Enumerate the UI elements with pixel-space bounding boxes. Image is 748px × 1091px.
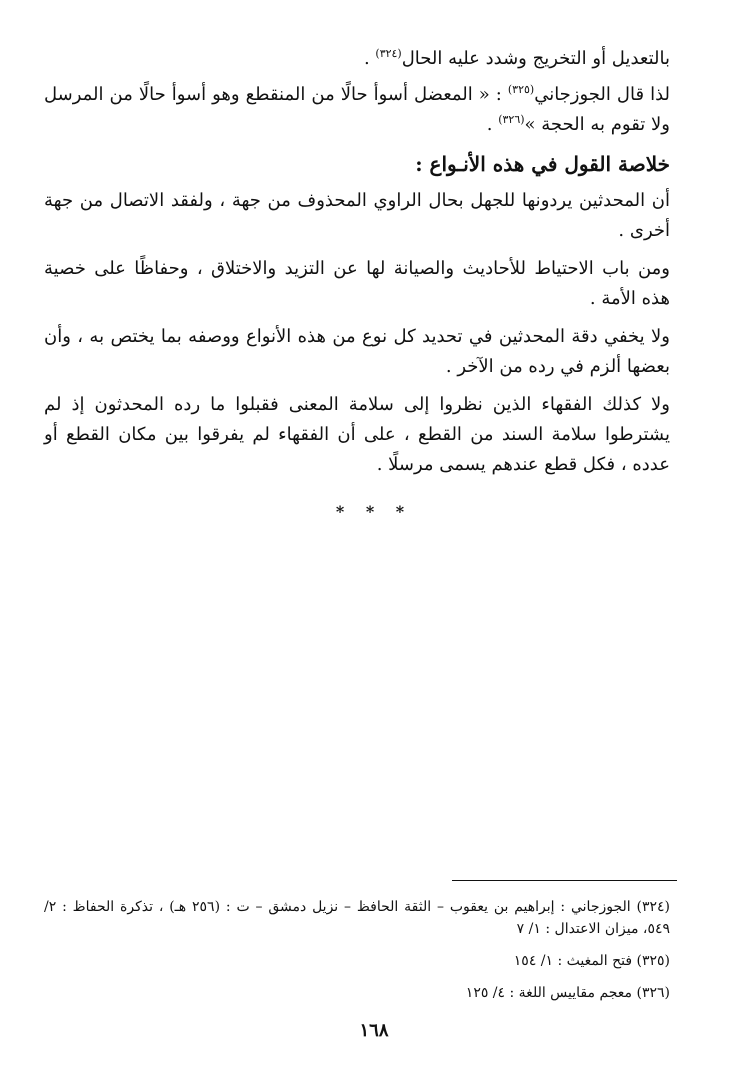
- footnotes: [44, 896, 670, 1014]
- footnote-326: (٣٢٦) معجم مقاييس اللغة : ٤/ ١٢٥: [465, 985, 670, 1001]
- footnote-ref-325[interactable]: (٣٢٥): [507, 83, 535, 96]
- footnote-ref-324[interactable]: (٣٢٤): [375, 47, 402, 60]
- paragraph-2-before: لذا قال الجوزجاني: [534, 84, 671, 105]
- paragraph-1-end: .: [363, 48, 376, 69]
- page-number: ١٦٨: [359, 1020, 389, 1041]
- paragraph-2: [44, 80, 670, 140]
- footnote-324: (٣٢٤) الجوزجاني : إبراهيم بن يعقوب – الثقة الحافظ – نزيل دمشق – ت : (٢٥٦ هـ) ، تذكرة الحفاظ : ٢/ ٥٤٩، ميزان الاعتدال : ١/ ٧: [44, 899, 670, 937]
- footnote-separator: [452, 880, 677, 881]
- footnote-325: (٣٢٥) فتح المغيث : ١/ ١٥٤: [513, 953, 670, 969]
- paragraph-1-text: بالتعديل أو التخريج وشدد عليه الحال: [401, 48, 670, 69]
- paragraph-4: ومن باب الاحتياط للأحاديث والصيانة لها عن التزيد والاختلاق ، وحفاظًا على خصية هذه الأمة .: [44, 258, 670, 309]
- paragraph-2-end: .: [486, 114, 499, 135]
- footnote-ref-326[interactable]: (٣٢٦): [498, 113, 525, 126]
- paragraph-3: أن المحدثين يردونها للجهل بحال الراوي المحذوف من جهة ، ولفقد الاتصال من جهة أخرى .: [44, 190, 670, 241]
- paragraph-6: ولا كذلك الفقهاء الذين نظروا إلى سلامة المعنى فقبلوا ما رده المحدثون إذ لم يشترطوا سلامة السند من القطع ، على أن الفقهاء لم يفرقوا بين مكان القطع أو عدده ، فكل قطع عندهم يسمى مرسلًا .: [44, 394, 670, 475]
- page-body: [44, 44, 670, 488]
- paragraph-1: [44, 44, 670, 74]
- paragraph-2-middle: : « المعضل أسوأ حالًا من المنقطع وهو أسوأ حالًا من المرسل ولا تقوم به الحجة »: [44, 84, 670, 135]
- paragraph-5: ولا يخفي دقة المحدثين في تحديد كل نوع من هذه الأنواع ووصفه بما يختص به ، وأن بعضها ألزم في رده من الآخر .: [44, 326, 670, 377]
- section-divider: * * *: [335, 502, 413, 521]
- section-heading: خلاصة القول في هذه الأنـواع :: [415, 152, 670, 176]
